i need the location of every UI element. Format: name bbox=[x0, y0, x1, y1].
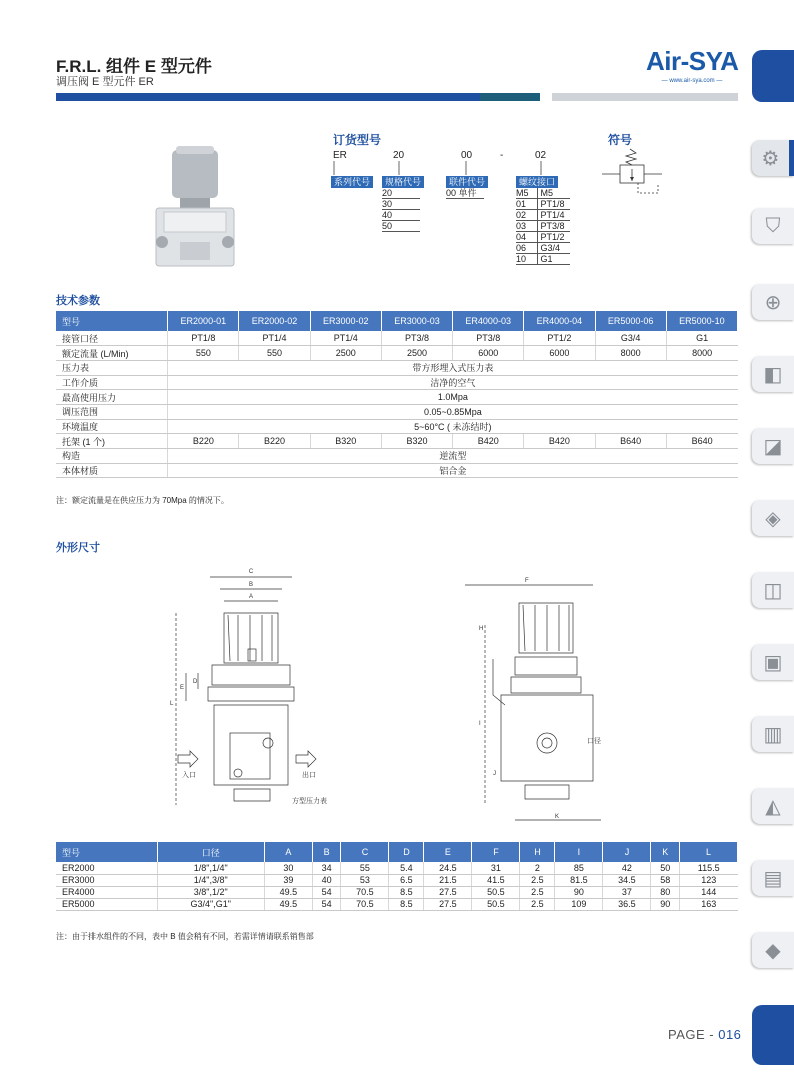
page-tab[interactable] bbox=[752, 1005, 794, 1065]
badge-thread: 螺纹接口 bbox=[516, 176, 558, 188]
cell: ER5000 bbox=[56, 898, 157, 910]
cell: 31 bbox=[472, 862, 520, 874]
list-item: 06 G3/4 bbox=[516, 243, 570, 254]
spec-header: ER2000-01 bbox=[168, 311, 239, 331]
cell: 34 bbox=[312, 862, 341, 874]
order-connectors bbox=[330, 161, 550, 177]
inlet-label: 入口 bbox=[182, 772, 196, 779]
regulator-symbol bbox=[600, 145, 670, 200]
dim-label-c: C bbox=[248, 569, 254, 575]
cell: B640 bbox=[595, 434, 666, 449]
page-subtitle: 调压阀 E 型元件 ER bbox=[56, 76, 154, 88]
cell: B320 bbox=[310, 434, 381, 449]
cell: 6.5 bbox=[389, 874, 424, 886]
cell: B220 bbox=[168, 434, 239, 449]
dim-header: H bbox=[520, 842, 555, 862]
cell: 8000 bbox=[595, 346, 666, 361]
cell: 70.5 bbox=[341, 898, 389, 910]
table-row bbox=[56, 331, 738, 346]
list-item: 30 bbox=[382, 199, 420, 210]
cell: 铝合金 bbox=[168, 463, 738, 478]
cell: 90 bbox=[651, 898, 680, 910]
size-code-list bbox=[382, 188, 420, 232]
section-tab[interactable] bbox=[752, 50, 794, 102]
table-row bbox=[56, 449, 738, 464]
table-row bbox=[56, 346, 738, 361]
list-item: 04 PT1/2 bbox=[516, 232, 570, 243]
spec-header: ER5000-10 bbox=[666, 311, 737, 331]
thread-code-list bbox=[516, 188, 570, 265]
cell: 6000 bbox=[453, 346, 524, 361]
cell: 1/8",1/4" bbox=[157, 862, 264, 874]
cell: ER3000 bbox=[56, 874, 157, 886]
cell: 36.5 bbox=[603, 898, 651, 910]
row-label: 压力表 bbox=[56, 360, 168, 375]
dims-note: 注：由于排水组件的不同，表中 B 值会稍有不同，若需详情请联系销售部 bbox=[56, 932, 314, 941]
cell: B420 bbox=[453, 434, 524, 449]
list-item: 20 bbox=[382, 188, 420, 199]
dim-header: E bbox=[424, 842, 472, 862]
badge-size: 规格代号 bbox=[382, 176, 424, 188]
row-label: 调压范围 bbox=[56, 404, 168, 419]
order-code-combo: 00 bbox=[461, 150, 473, 161]
dim-header: I bbox=[555, 842, 603, 862]
spec-note: 注：额定流量是在供应压力为 70Mpa 的情况下。 bbox=[56, 496, 229, 505]
dim-label-k: K bbox=[555, 814, 560, 820]
cell: 2.5 bbox=[520, 874, 555, 886]
list-item: 01 PT1/8 bbox=[516, 199, 570, 210]
cell: 2500 bbox=[381, 346, 452, 361]
list-item: 40 bbox=[382, 210, 420, 221]
cell: B320 bbox=[381, 434, 452, 449]
cell: 81.5 bbox=[555, 874, 603, 886]
cell: PT1/4 bbox=[310, 331, 381, 346]
row-label: 最高使用压力 bbox=[56, 390, 168, 405]
table-row bbox=[56, 874, 738, 886]
cell: 50.5 bbox=[472, 898, 520, 910]
dim-label-l: L bbox=[170, 701, 174, 707]
list-item: 00 单件 bbox=[446, 188, 484, 199]
cell: 27.5 bbox=[424, 886, 472, 898]
outlet-label: 出口 bbox=[302, 772, 316, 779]
badge-series: 系列代号 bbox=[331, 176, 373, 188]
nav-tab-filter-icon[interactable]: ⛉ bbox=[752, 208, 794, 244]
table-row bbox=[56, 886, 738, 898]
dim-header: 口径 bbox=[157, 842, 264, 862]
nav-tab-silencer-icon[interactable]: ▤ bbox=[752, 860, 794, 896]
header-bar bbox=[56, 93, 540, 101]
cell: 49.5 bbox=[264, 898, 312, 910]
table-row bbox=[56, 434, 738, 449]
nav-tab-regulator-icon[interactable]: ⚙ bbox=[752, 140, 794, 176]
nav-tab-actuator-icon[interactable]: ▥ bbox=[752, 716, 794, 752]
dim-header: 型号 bbox=[56, 842, 157, 862]
cell: 50 bbox=[651, 862, 680, 874]
table-row bbox=[56, 862, 738, 874]
cell: 21.5 bbox=[424, 874, 472, 886]
dim-label-b: B bbox=[248, 582, 254, 588]
spec-header: ER4000-04 bbox=[524, 311, 595, 331]
front-view-drawing bbox=[168, 565, 348, 820]
table-row bbox=[56, 375, 738, 390]
dim-label-i: I bbox=[479, 721, 481, 727]
cell: 163 bbox=[679, 898, 737, 910]
cell: G3/4 bbox=[595, 331, 666, 346]
brand-url: — www.air-sya.com — bbox=[661, 78, 723, 84]
port-label: 口径 bbox=[587, 738, 601, 745]
nav-tab-connector-icon[interactable]: ◪ bbox=[752, 428, 794, 464]
cell: 49.5 bbox=[264, 886, 312, 898]
cell: PT1/4 bbox=[239, 331, 310, 346]
cell: 0.05~0.85Mpa bbox=[168, 404, 738, 419]
cell: 90 bbox=[555, 886, 603, 898]
cell: 53 bbox=[341, 874, 389, 886]
cell: 5~60°C ( 未冻结时) bbox=[168, 419, 738, 434]
list-item: 03 PT3/8 bbox=[516, 221, 570, 232]
dim-header: K bbox=[651, 842, 680, 862]
dim-label-f: F bbox=[525, 578, 529, 584]
cell: 30 bbox=[264, 862, 312, 874]
nav-tab-switch-icon[interactable]: ◫ bbox=[752, 572, 794, 608]
spec-header: ER4000-03 bbox=[453, 311, 524, 331]
cell: 58 bbox=[651, 874, 680, 886]
combo-code-list bbox=[446, 188, 484, 199]
nav-tab-fitting-icon[interactable]: ◧ bbox=[752, 356, 794, 392]
dim-header: C bbox=[341, 842, 389, 862]
table-row bbox=[56, 898, 738, 910]
cell: 5.4 bbox=[389, 862, 424, 874]
outline-title: 外形尺寸 bbox=[56, 542, 100, 554]
cell: 8.5 bbox=[389, 898, 424, 910]
cell: 34.5 bbox=[603, 874, 651, 886]
order-code-thread: 02 bbox=[535, 150, 547, 161]
order-code-size: 20 bbox=[393, 150, 405, 161]
spec-table bbox=[56, 311, 738, 478]
list-item: 02 PT1/4 bbox=[516, 210, 570, 221]
cell: B640 bbox=[666, 434, 737, 449]
cell: 54 bbox=[312, 898, 341, 910]
row-label: 构造 bbox=[56, 449, 168, 464]
table-row bbox=[56, 419, 738, 434]
cell: 2 bbox=[520, 862, 555, 874]
cell: 2.5 bbox=[520, 898, 555, 910]
product-image bbox=[150, 142, 240, 277]
dimension-table bbox=[56, 842, 738, 911]
spec-header: ER5000-06 bbox=[595, 311, 666, 331]
cell: ER4000 bbox=[56, 886, 157, 898]
cell: 42 bbox=[603, 862, 651, 874]
table-row bbox=[56, 390, 738, 405]
cell: B420 bbox=[524, 434, 595, 449]
cell: 27.5 bbox=[424, 898, 472, 910]
symbol-title: 符号 bbox=[608, 133, 633, 147]
cell: 54 bbox=[312, 886, 341, 898]
nav-tab-misc-icon[interactable]: ◆ bbox=[752, 932, 794, 968]
cell: PT1/8 bbox=[168, 331, 239, 346]
cell: PT3/8 bbox=[453, 331, 524, 346]
nav-tab-valve-icon[interactable]: ⊕ bbox=[752, 284, 794, 320]
cell: G3/4",G1" bbox=[157, 898, 264, 910]
page-number: PAGE - 016 bbox=[668, 1027, 742, 1042]
cell: 2500 bbox=[310, 346, 381, 361]
cell: 逆流型 bbox=[168, 449, 738, 464]
table-row bbox=[56, 404, 738, 419]
dim-label-j: J bbox=[493, 771, 496, 777]
cell: PT3/8 bbox=[381, 331, 452, 346]
cell: 24.5 bbox=[424, 862, 472, 874]
row-label: 接管口径 bbox=[56, 331, 168, 346]
row-label: 额定流量 (L/Min) bbox=[56, 346, 168, 361]
row-label: 托架 (1 个) bbox=[56, 434, 168, 449]
cell: 3/8",1/2" bbox=[157, 886, 264, 898]
cell: 1.0Mpa bbox=[168, 390, 738, 405]
table-row bbox=[56, 360, 738, 375]
cell: G1 bbox=[666, 331, 737, 346]
cell: 109 bbox=[555, 898, 603, 910]
spec-header: 型号 bbox=[56, 311, 168, 331]
list-item: 50 bbox=[382, 221, 420, 232]
cell: 40 bbox=[312, 874, 341, 886]
spec-header: ER2000-02 bbox=[239, 311, 310, 331]
cell: 37 bbox=[603, 886, 651, 898]
cell: 1/4",3/8" bbox=[157, 874, 264, 886]
cell: 8.5 bbox=[389, 886, 424, 898]
dim-header: B bbox=[312, 842, 341, 862]
nav-tab-block-icon[interactable]: ◈ bbox=[752, 500, 794, 536]
side-view-drawing bbox=[465, 575, 615, 825]
spec-header: ER3000-02 bbox=[310, 311, 381, 331]
cell: 55 bbox=[341, 862, 389, 874]
cell: 8000 bbox=[666, 346, 737, 361]
order-code-dash: - bbox=[500, 150, 504, 161]
row-label: 环境温度 bbox=[56, 419, 168, 434]
cell: 85 bbox=[555, 862, 603, 874]
nav-tab-cylinder-icon[interactable]: ▣ bbox=[752, 644, 794, 680]
cell: B220 bbox=[239, 434, 310, 449]
cell: 123 bbox=[679, 874, 737, 886]
dim-header: L bbox=[679, 842, 737, 862]
cell: 洁净的空气 bbox=[168, 375, 738, 390]
nav-tab-elbow-icon[interactable]: ◭ bbox=[752, 788, 794, 824]
cell: 550 bbox=[168, 346, 239, 361]
dim-header: D bbox=[389, 842, 424, 862]
cell: 6000 bbox=[524, 346, 595, 361]
cell: 50.5 bbox=[472, 886, 520, 898]
cell: 115.5 bbox=[679, 862, 737, 874]
order-title: 订货型号 bbox=[333, 133, 382, 147]
dim-header: F bbox=[472, 842, 520, 862]
cell: PT1/2 bbox=[524, 331, 595, 346]
spec-title: 技术参数 bbox=[56, 295, 100, 307]
cell: 39 bbox=[264, 874, 312, 886]
badge-combo: 联件代号 bbox=[446, 176, 488, 188]
cell: 带方形埋入式压力表 bbox=[168, 360, 738, 375]
dim-label-a: A bbox=[248, 594, 254, 600]
table-row bbox=[56, 463, 738, 478]
dim-header: A bbox=[264, 842, 312, 862]
cell: 550 bbox=[239, 346, 310, 361]
header-bar-grey bbox=[552, 93, 738, 101]
dim-label-e: E bbox=[180, 685, 185, 691]
dim-header: J bbox=[603, 842, 651, 862]
gauge-label: 方型压力表 bbox=[292, 798, 327, 805]
row-label: 工作介质 bbox=[56, 375, 168, 390]
cell: 2.5 bbox=[520, 886, 555, 898]
cell: 144 bbox=[679, 886, 737, 898]
cell: 80 bbox=[651, 886, 680, 898]
list-item: 10 G1 bbox=[516, 254, 570, 265]
list-item: M5 M5 bbox=[516, 188, 570, 199]
spec-header: ER3000-03 bbox=[381, 311, 452, 331]
dim-label-h: H bbox=[479, 626, 484, 632]
order-code-series: ER bbox=[333, 150, 347, 161]
cell: 70.5 bbox=[341, 886, 389, 898]
dim-label-d: D bbox=[193, 679, 198, 685]
header-bar-accent bbox=[480, 93, 540, 101]
cell: ER2000 bbox=[56, 862, 157, 874]
page-title: F.R.L. 组件 E 型元件 bbox=[56, 57, 212, 76]
row-label: 本体材质 bbox=[56, 463, 168, 478]
cell: 41.5 bbox=[472, 874, 520, 886]
brand-logo: Air-SYA bbox=[646, 46, 739, 76]
